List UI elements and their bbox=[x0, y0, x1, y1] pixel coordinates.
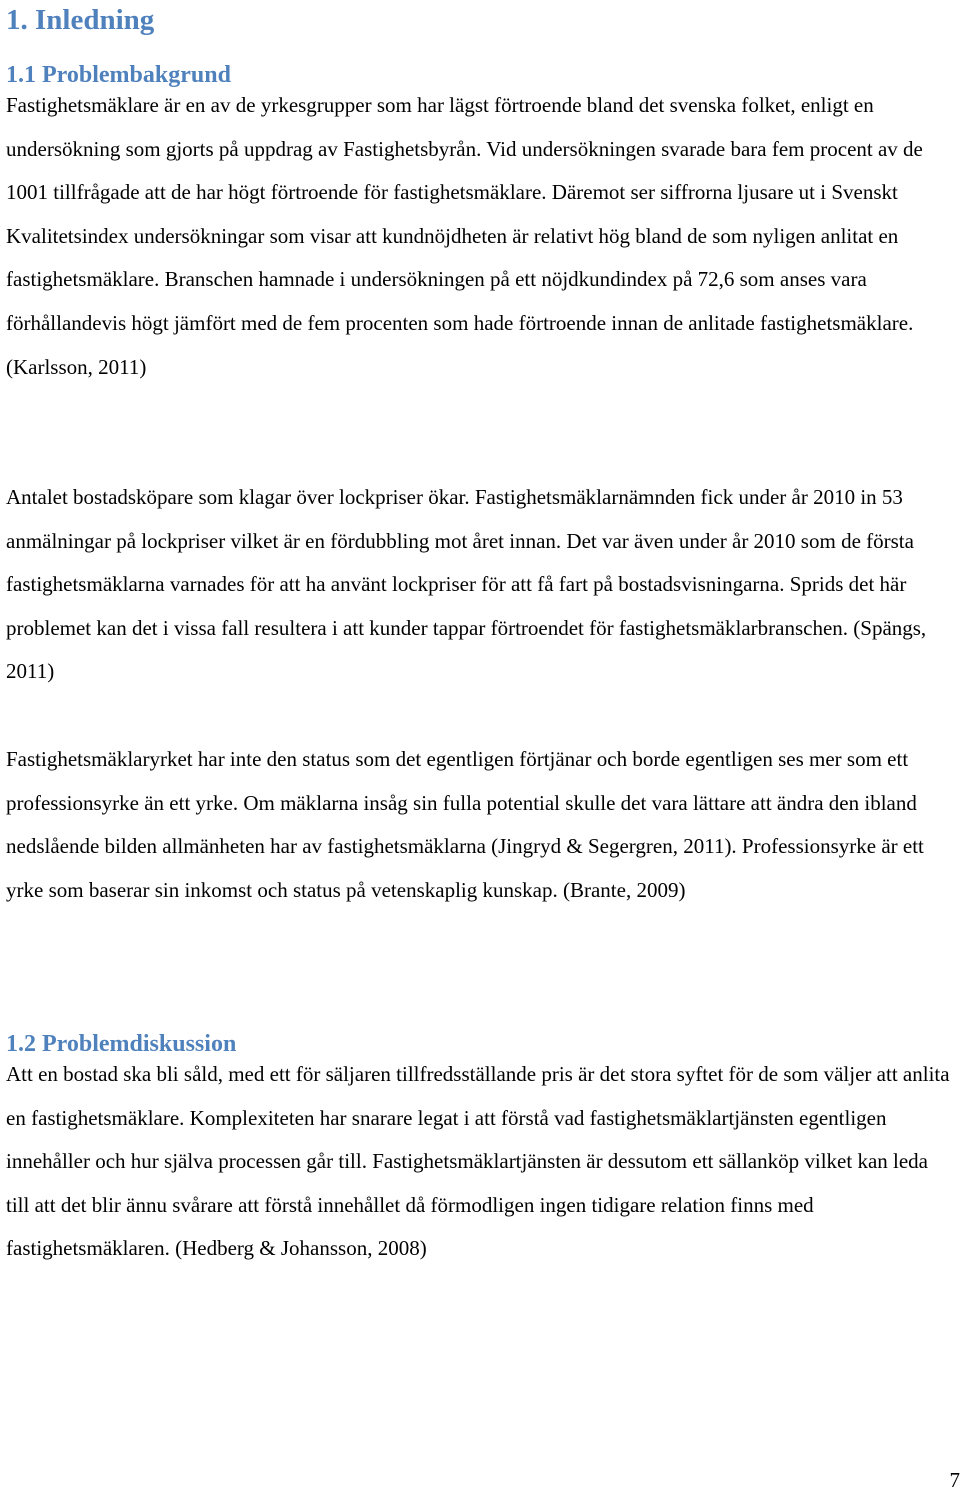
section-title-problemdiskussion: 1.2 Problemdiskussion bbox=[6, 1031, 237, 1057]
section-title-problembakgrund: 1.1 Problembakgrund bbox=[6, 62, 231, 88]
paragraph-problembakgrund-1: Fastighetsmäklare är en av de yrkesgrupper som har lägst förtroende bland det svenska folket, enligt en undersökning som gjorts på uppdrag av Fastighetsbyrån. Vid undersökningen svarade bara fem procent av de 1001 tillfrågade att de har högt förtroende för fastighetsmäklare. Däremot ser siffrorna ljusare ut i Svenskt Kvalitetsindex undersökningar som visar att kundnöjdheten är relativt hög bland de som nyligen anlitat en fastighetsmäklare. Branschen hamnade i undersökningen på ett nöjdkundindex på 72,6 som anses vara förhållandevis högt jämfört med de fem procenten som hade förtroende innan de anlitade fastighetsmäklare. (Karlsson, 2011) bbox=[6, 93, 923, 379]
paragraph-problembakgrund-2: Antalet bostadsköpare som klagar över lockpriser ökar. Fastighetsmäklarnämnden fick under år 2010 in 53 anmälningar på lockpriser vilket är en fördubbling mot året innan. Det var även under år 2010 som de första fastighetsmäklarna varnades för att ha använt lockpriser för att få fart på bostadsvisningarna. Sprids det här problemet kan det i vissa fall resultera i att kunder tappar förtroendet för fastighetsmäklarbranschen. (Spängs, 2011) bbox=[6, 485, 927, 684]
chapter-title: 1. Inledning bbox=[6, 4, 155, 36]
paragraph-problemdiskussion-1: Att en bostad ska bli såld, med ett för säljaren tillfredsställande pris är det stora syftet för de som väljer att anlita en fastighetsmäklare. Komplexiteten har snarare legat i att förstå vad fastighetsmäklartjänsten egentligen innehåller och hur själva processen går till. Fastighetsmäklartjänsten är dessutom ett sällanköp vilket kan leda till att det blir ännu svårare att förstå innehållet då förmodligen ingen tidigare relation finns med fastighetsmäklaren. (Hedberg & Johansson, 2008) bbox=[6, 1062, 950, 1261]
page-number: 7 bbox=[949, 1468, 960, 1492]
paragraph-problembakgrund-3: Fastighetsmäklaryrket har inte den status som det egentligen förtjänar och borde egentligen ses mer som ett professionsyrke än ett yrke. Om mäklarna insåg sin fulla potential skulle det vara lättare att ändra den ibland nedslående bilden allmänheten har av fastighetsmäklarna (Jingryd & Segergren, 2011). Professionsyrke är ett yrke som baserar sin inkomst och status på vetenskaplig kunskap. (Brante, 2009) bbox=[6, 747, 924, 902]
